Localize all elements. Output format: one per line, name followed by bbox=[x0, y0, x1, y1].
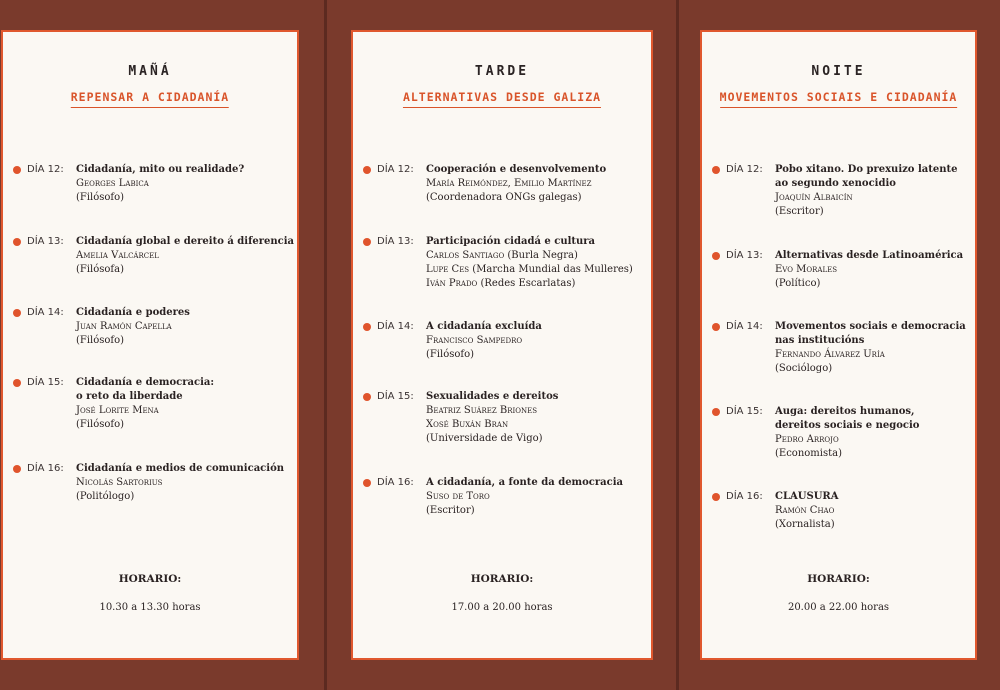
bullet-icon bbox=[363, 238, 371, 246]
session-title: Cidadanía e medios de comunicación bbox=[76, 463, 285, 474]
panel-title: NOITE bbox=[811, 64, 866, 79]
panel-subtitle: MOVEMENTOS SOCIAIS E CIDADANÍA bbox=[720, 90, 958, 108]
session-role: (Xornalista) bbox=[775, 519, 835, 530]
speaker-affiliation: (Redes Escarlatas) bbox=[477, 278, 576, 289]
bullet-icon bbox=[13, 379, 21, 387]
schedule-hours: 17.00 a 20.00 horas bbox=[451, 602, 553, 613]
panel-subtitle: REPENSAR A CIDADANÍA bbox=[71, 90, 229, 108]
session-role: (Sociólogo) bbox=[775, 363, 833, 374]
session-speaker: Fernando Álvarez Uría bbox=[775, 349, 885, 360]
session-speaker: María Reimóndez, Emilio Martínez bbox=[426, 178, 592, 189]
schedule-hours: 10.30 a 13.30 horas bbox=[99, 602, 201, 613]
panel-subtitle: ALTERNATIVAS DESDE GALIZA bbox=[403, 90, 601, 108]
bullet-icon bbox=[13, 309, 21, 317]
session-day: DÍA 16: bbox=[27, 463, 64, 474]
bullet-icon bbox=[712, 408, 720, 416]
session-role: (Escritor) bbox=[775, 206, 824, 217]
session-role: (Filósofo) bbox=[76, 192, 125, 203]
session-speaker: José Lorite Mena bbox=[76, 405, 159, 416]
schedule-label: HORARIO: bbox=[807, 573, 870, 585]
session-role: (Coordenadora ONGs galegas) bbox=[426, 192, 582, 203]
panel-tarde bbox=[351, 30, 653, 660]
bullet-icon bbox=[13, 465, 21, 473]
session-title-line2: dereitos sociais e negocio bbox=[775, 420, 920, 431]
session-speaker: Iván Prado bbox=[426, 278, 478, 289]
session-day: DÍA 15: bbox=[377, 391, 414, 402]
session-title: Cidadanía, mito ou realidade? bbox=[76, 164, 245, 175]
session-speaker: Joaquín Albaicín bbox=[775, 192, 853, 203]
bullet-icon bbox=[13, 238, 21, 246]
schedule-hours: 20.00 a 22.00 horas bbox=[787, 602, 890, 613]
session-title: Cidadanía global e dereito á diferencia bbox=[76, 236, 295, 247]
session-day: DÍA 15: bbox=[726, 406, 763, 417]
session-role: (Filósofa) bbox=[76, 264, 124, 275]
session-day: DÍA 14: bbox=[726, 321, 763, 332]
session-speaker: Pedro Arrojo bbox=[775, 434, 839, 445]
fold-line-left bbox=[324, 0, 327, 690]
session-title-line2: o reto da liberdade bbox=[76, 391, 183, 402]
session-title: Alternativas desde Latinoamérica bbox=[775, 250, 964, 261]
session-title: A cidadanía, a fonte da democracia bbox=[426, 477, 624, 488]
session-title: CLAUSURA bbox=[775, 491, 839, 502]
session-title: Cidadanía e poderes bbox=[76, 307, 190, 318]
session-role: (Político) bbox=[775, 278, 821, 289]
session-title-line2: ao segundo xenocidio bbox=[775, 178, 896, 189]
session-day: DÍA 16: bbox=[726, 491, 763, 502]
session-speaker: Xosé Buxán Bran bbox=[426, 419, 509, 430]
session-day: DÍA 13: bbox=[27, 236, 64, 247]
session-speaker: Evo Morales bbox=[775, 264, 838, 275]
session-day: DÍA 12: bbox=[726, 164, 763, 175]
session-role: (Filósofo) bbox=[76, 335, 125, 346]
session-role: (Filósofo) bbox=[76, 419, 125, 430]
session-title: Movementos sociais e democracia bbox=[775, 321, 966, 332]
session-speaker: Juan Ramón Capella bbox=[76, 321, 172, 332]
session-role: (Economista) bbox=[775, 448, 842, 459]
session-day: DÍA 12: bbox=[27, 164, 64, 175]
bullet-icon bbox=[363, 393, 371, 401]
schedule-label: HORARIO: bbox=[118, 573, 182, 585]
session-speaker: Amelia Valcárcel bbox=[76, 250, 159, 261]
bullet-icon bbox=[712, 252, 720, 260]
session-speaker: Nicolás Sartorius bbox=[76, 477, 163, 488]
session-speaker: Georges Labica bbox=[76, 178, 149, 189]
panel-title: TARDE bbox=[474, 64, 530, 79]
session-title: Participación cidadá e cultura bbox=[426, 236, 596, 247]
session-title-line2: nas institucións bbox=[775, 335, 865, 346]
session-day: DÍA 14: bbox=[377, 321, 414, 332]
session-speaker: Carlos Santiago bbox=[426, 250, 505, 261]
session-speaker: Ramón Chao bbox=[775, 505, 835, 516]
bullet-icon bbox=[712, 323, 720, 331]
session-day: DÍA 16: bbox=[377, 477, 414, 488]
session-title: Auga: dereitos humanos, bbox=[775, 406, 915, 417]
session-day: DÍA 15: bbox=[27, 377, 64, 388]
panel-title: MAÑÁ bbox=[128, 64, 172, 79]
bullet-icon bbox=[363, 166, 371, 174]
session-title: Pobo xitano. Do prexuizo latente bbox=[775, 164, 958, 175]
session-speaker: Lupe Ces bbox=[426, 264, 470, 275]
session-day: DÍA 13: bbox=[726, 250, 763, 261]
speaker-affiliation: (Burla Negra) bbox=[504, 250, 578, 261]
bullet-icon bbox=[712, 166, 720, 174]
bullet-icon bbox=[13, 166, 21, 174]
panel-noite bbox=[700, 30, 977, 660]
session-day: DÍA 14: bbox=[27, 307, 64, 318]
schedule-label: HORARIO: bbox=[470, 573, 534, 585]
panel-mana bbox=[1, 30, 299, 660]
session-role: (Politólogo) bbox=[76, 491, 135, 502]
session-title: Cidadanía e democracia: bbox=[76, 377, 215, 388]
session-title: Sexualidades e dereitos bbox=[426, 391, 559, 402]
bullet-icon bbox=[363, 323, 371, 331]
session-speaker: Beatriz Suárez Briones bbox=[426, 405, 538, 416]
fold-line-right bbox=[676, 0, 679, 690]
session-role: (Escritor) bbox=[426, 505, 475, 516]
session-speaker: Francisco Sampedro bbox=[426, 335, 523, 346]
session-day: DÍA 13: bbox=[377, 236, 414, 247]
session-title: Cooperación e desenvolvemento bbox=[426, 164, 607, 175]
session-day: DÍA 12: bbox=[377, 164, 414, 175]
speaker-affiliation: (Marcha Mundial das Mulleres) bbox=[469, 264, 633, 275]
session-role: (Filósofo) bbox=[426, 349, 475, 360]
bullet-icon bbox=[712, 493, 720, 501]
bullet-icon bbox=[363, 479, 371, 487]
session-speaker: Suso de Toro bbox=[426, 491, 490, 502]
session-title: A cidadanía excluída bbox=[426, 321, 542, 332]
session-role: (Universidade de Vigo) bbox=[426, 433, 543, 444]
